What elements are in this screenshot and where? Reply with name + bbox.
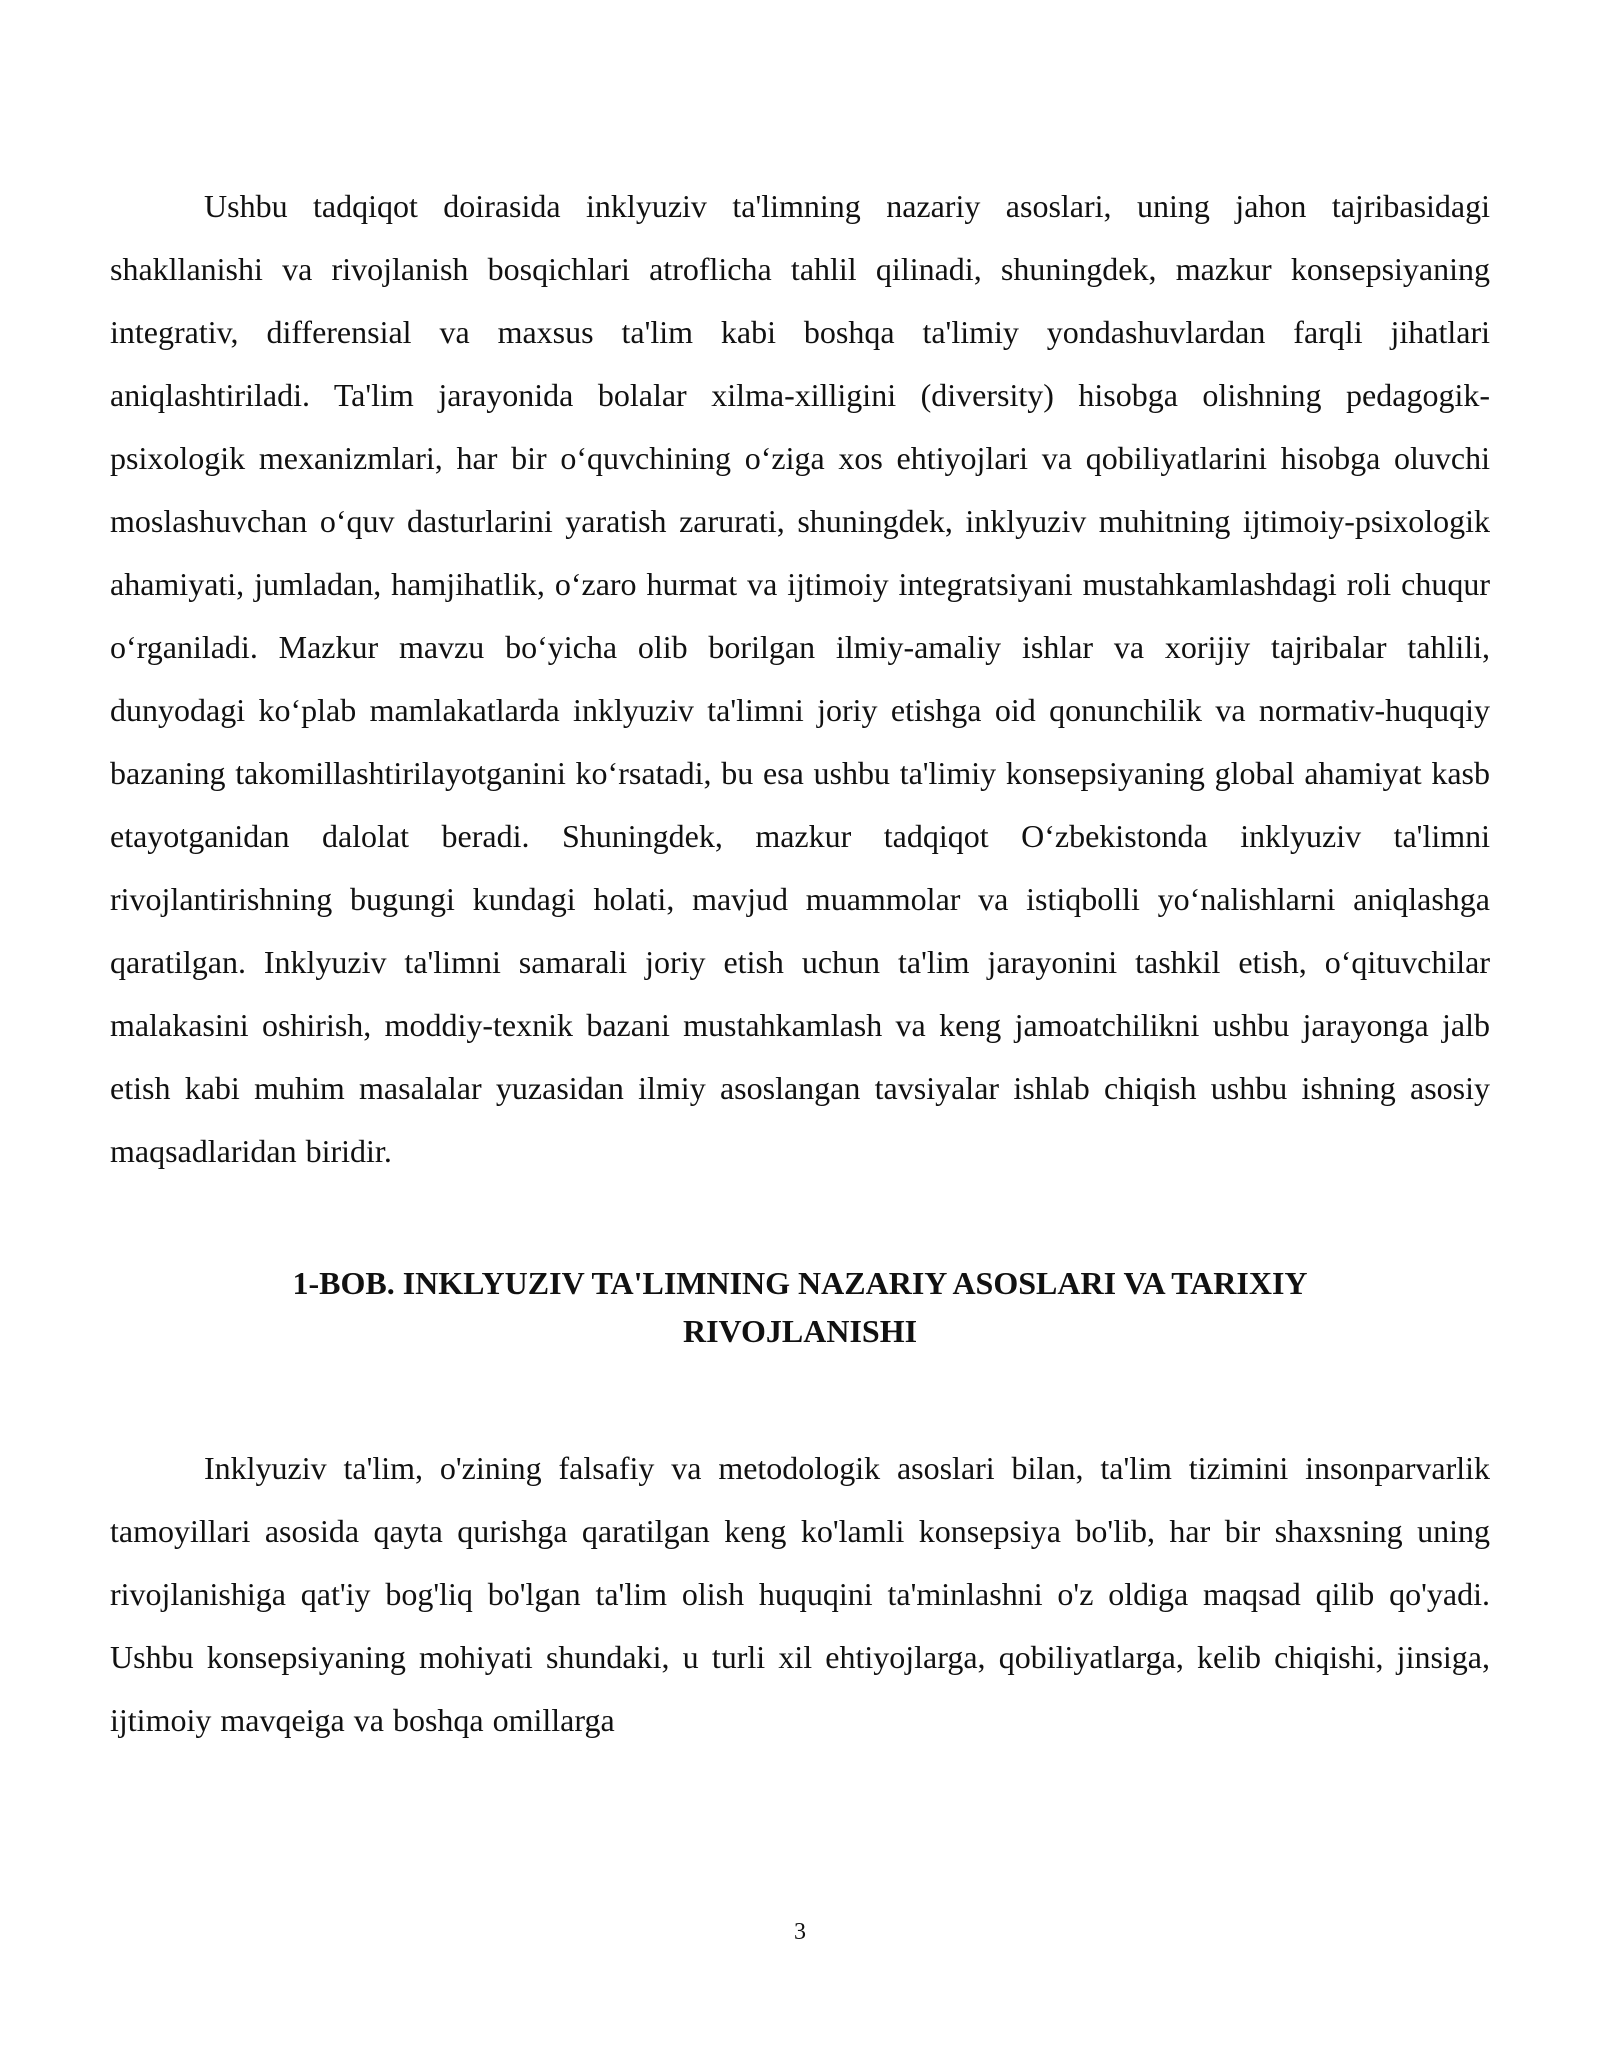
chapter-heading bbox=[110, 1259, 1490, 1355]
page-number: 3 bbox=[794, 1919, 806, 1945]
chapter-heading-line-2: RIVOJLANISHI bbox=[682, 1313, 918, 1349]
chapter-heading-line-1: 1-BOB. INKLYUZIV TA'LIMNING NAZARIY ASOSLARI VA TARIXIY bbox=[292, 1265, 1308, 1301]
body-paragraph-chapter: Inklyuziv ta'lim, o'zining falsafiy va metodologik asoslari bilan, ta'lim tizimini insonparvarlik tamoyillari asosida qayta qurishga qaratilgan keng ko'lamli konsepsiya bo'lib, har bir shaxsning uning rivojlanishiga qat'iy bog'liq bo'lgan ta'lim olish huquqini ta'minlashni o'z oldiga maqsad qilib qo'yadi. Ushbu konsepsiyaning mohiyati shundaki, u turli xil ehtiyojlarga, qobiliyatlarga, kelib chiqishi, jinsiga, ijtimoiy mavqeiga va boshqa omillarga bbox=[110, 1450, 1490, 1738]
body-paragraph-intro: Ushbu tadqiqot doirasida inklyuziv ta'limning nazariy asoslari, uning jahon tajribasidagi shakllanishi va rivojlanish bosqichlari atroflicha tahlil qilinadi, shuningdek, mazkur konsepsiyaning integrativ, differensial va maxsus ta'lim kabi boshqa ta'limiy yondashuvlardan farqli jihatlari aniqlashtiriladi. Ta'lim jarayonida bolalar xilma-xilligini (diversity) hisobga olishning pedagogik-psixologik mexanizmlari, har bir o‘quvchining o‘ziga xos ehtiyojlari va qobiliyatlarini hisobga oluvchi moslashuvchan o‘quv dasturlarini yaratish zarurati, shuningdek, inklyuziv muhitning ijtimoiy-psixologik ahamiyati, jumladan, hamjihatlik, o‘zaro hurmat va ijtimoiy integratsiyani mustahkamlashdagi roli chuqur o‘rganiladi. Mazkur mavzu bo‘yicha olib borilgan ilmiy-amaliy ishlar va xorijiy tajribalar tahlili, dunyodagi ko‘plab mamlakatlarda inklyuziv ta'limni joriy etishga oid qonunchilik va normativ-huquqiy bazaning takomillashtirilayotganini ko‘rsatadi, bu esa ushbu ta'limiy konsepsiyaning global ahamiyat kasb etayotganidan dalolat beradi. Shuningdek, mazkur tadqiqot O‘zbekistonda inklyuziv ta'limni rivojlantirishning bugungi kundagi holati, mavjud muammolar va istiqbolli yo‘nalishlarni aniqlashga qaratilgan. Inklyuziv ta'limni samarali joriy etish uchun ta'lim jarayonini tashkil etish, o‘qituvchilar malakasini oshirish, moddiy-texnik bazani mustahkamlash va keng jamoatchilikni ushbu jarayonga jalb etish kabi muhim masalalar yuzasidan ilmiy asoslangan tavsiyalar ishlab chiqish ushbu ishning asosiy maqsadlaridan biridir. bbox=[110, 188, 1490, 1169]
page-content bbox=[110, 175, 1490, 1752]
